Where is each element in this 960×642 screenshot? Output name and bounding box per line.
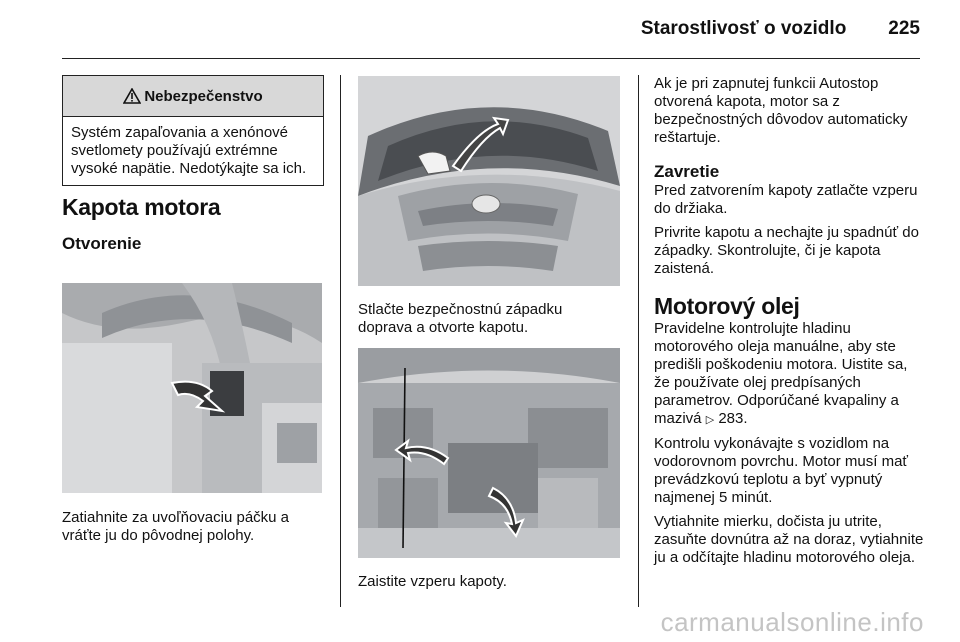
hood-prop-illustration [358, 348, 620, 558]
column-divider-2 [638, 75, 639, 607]
lever-illustration [62, 283, 322, 493]
oil-paragraph-3: Vytiahnite mierku, dočista ju utrite, zasuňte dovnútra až na doraz, vytiahnite ju a odčítajte hladinu motorového oleja. [654, 513, 924, 566]
header-title: Starostlivosť o vozidlo [640, 18, 847, 39]
caption-open-hood: Stlačte bezpečnostnú západku doprava a otvorte kapotu. [358, 301, 563, 336]
closing-paragraph-1: Pred zatvorením kapoty zatlačte vzperu do držiaka. [654, 182, 918, 217]
page-header [641, 18, 920, 40]
oil-paragraph-2: Kontrolu vykonávajte s vozidlom na vodorovnom povrchu. Motor musí mať prevádzkovú teplotu a byť vypnutý najmenej 5 minút. [654, 435, 909, 506]
section-heading-hood: Kapota motora [62, 194, 221, 220]
warning-triangle-icon [123, 88, 141, 104]
section-heading-engine-oil: Motorový olej [654, 293, 800, 319]
page-number: 225 [888, 18, 920, 39]
column-1 [62, 75, 324, 254]
caption-lever: Zatiahnite za uvoľňovaciu páčku a vráťte ju do pôvodnej polohy. [62, 509, 290, 544]
autostop-note: Ak je pri zapnutej funkcii Autostop otvorená kapota, motor sa z bezpečnostných dôvodov automaticky reštartuje. [654, 75, 908, 146]
hood-open-illustration [358, 76, 620, 286]
column-3 [654, 75, 924, 567]
column-divider-1 [340, 75, 341, 607]
header-divider [62, 58, 920, 59]
watermark: carmanualsonline.info [660, 607, 924, 637]
danger-box [62, 75, 324, 186]
danger-box-text: Systém zapaľovania a xenónové svetlomety používajú extrémne vysoké napätie. Nedotýkajte sa ich. [71, 124, 307, 177]
caption-prop-rod: Zaistite vzperu kapoty. [358, 573, 507, 590]
danger-box-header [63, 76, 323, 117]
subheading-opening: Otvorenie [62, 234, 142, 253]
closing-paragraph-2: Privrite kapotu a nechajte ju spadnúť do západky. Skontrolujte, či je kapota zaistená. [654, 224, 919, 277]
oil-paragraph-1 [654, 320, 924, 429]
oil-page-reference[interactable]: 283. [718, 410, 748, 427]
subheading-closing: Zavretie [654, 162, 720, 181]
oil-paragraph-1-text: Pravidelne kontrolujte hladinu motorového oleja manuálne, aby ste predišli poškodeniu motora. Uistite sa, že používate olej predpísaných parametrov. Odporúčané kvapaliny a mazivá [654, 320, 908, 427]
danger-box-title: Nebezpečenstvo [144, 87, 263, 105]
page-reference-icon: ▷ [705, 414, 715, 426]
